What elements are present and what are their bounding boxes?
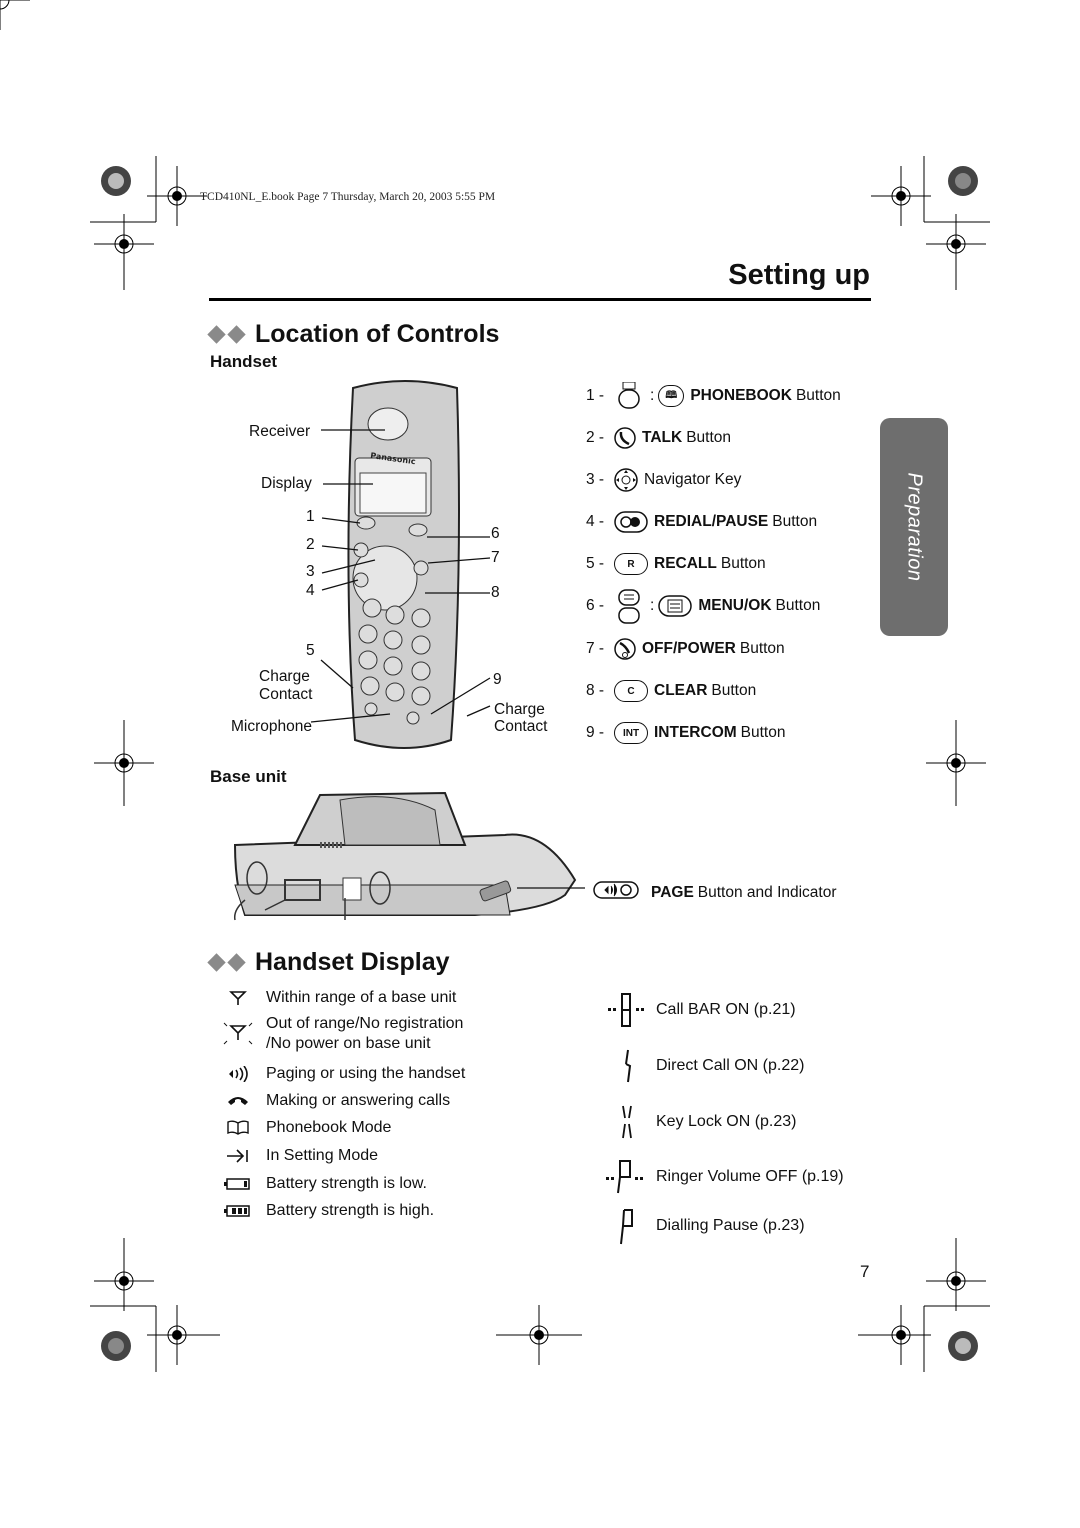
display-row-paging	[210, 1062, 465, 1086]
talk-key-icon	[614, 426, 636, 450]
side-tab-label: Preparation	[903, 472, 926, 582]
display-desc: In Setting Mode	[266, 1147, 379, 1164]
display-row-key-lock	[596, 1102, 797, 1142]
navigator-key-icon	[614, 467, 638, 493]
recall-key-icon: R	[614, 553, 648, 575]
pause-segment-icon	[596, 1206, 656, 1246]
control-number: 7 -	[586, 640, 605, 657]
battery-high-icon	[210, 1204, 266, 1218]
display-row-ringer-off	[596, 1157, 844, 1197]
page-button-icon	[593, 880, 639, 905]
diamond-bullet-icon	[210, 956, 250, 969]
display-desc: Dialling Pause (p.23)	[656, 1217, 805, 1234]
control-name: PHONEBOOK	[690, 387, 792, 404]
clear-key-icon: C	[614, 680, 648, 702]
handset-display-heading	[210, 948, 450, 977]
control-number: 2 -	[586, 429, 605, 446]
display-desc: Phonebook Mode	[266, 1119, 392, 1136]
antenna-icon	[210, 990, 266, 1006]
section-side-tab	[880, 418, 948, 636]
control-row-navigator	[586, 466, 741, 494]
battery-low-icon	[210, 1177, 266, 1191]
control-suffix: Button	[775, 597, 821, 614]
control-name: MENU/OK	[698, 597, 772, 614]
ringer-off-segment-icon	[596, 1157, 656, 1197]
control-number: 9 -	[586, 724, 605, 741]
paging-icon	[210, 1066, 266, 1082]
antenna-flashing-icon	[210, 1014, 266, 1046]
control-suffix: Button	[686, 429, 731, 446]
callout-5: 5	[306, 642, 315, 659]
display-desc: Battery strength is low.	[266, 1175, 427, 1192]
display-row-battery-high	[210, 1199, 434, 1223]
off-power-key-icon	[614, 636, 636, 662]
control-number: 3 -	[586, 471, 605, 488]
display-desc: Direct Call ON (p.22)	[656, 1057, 805, 1074]
receiver-label: Receiver	[249, 423, 311, 440]
handset-display-heading-text: Handset Display	[255, 948, 450, 976]
control-name: OFF/POWER	[642, 640, 736, 657]
key-lock-segment-icon	[596, 1102, 656, 1142]
control-row-menu	[586, 592, 820, 620]
control-row-off-power	[586, 635, 785, 663]
display-desc: Ringer Volume OFF (p.19)	[656, 1168, 844, 1185]
charge-contact-left-1: Charge	[259, 668, 310, 685]
page-number: 7	[860, 1262, 870, 1281]
callout-1: 1	[306, 508, 315, 525]
location-heading-text: Location of Controls	[255, 320, 500, 348]
handset-heading: Handset	[210, 352, 278, 371]
control-row-talk	[586, 424, 731, 452]
display-label: Display	[261, 475, 312, 492]
display-desc: Making or answering calls	[266, 1092, 451, 1109]
menu-oval-icon	[658, 594, 692, 618]
display-row-call-bar	[596, 990, 796, 1030]
book-header-line: TCD410NL_E.book Page 7 Thursday, March 20, 2003 5:55 PM	[200, 191, 496, 203]
control-number: 5 -	[586, 555, 605, 572]
callout-4: 4	[306, 582, 315, 599]
control-number: 6 -	[586, 597, 605, 614]
control-suffix: Button	[740, 724, 786, 741]
base-unit-heading: Base unit	[210, 767, 287, 786]
phonebook-oval-icon: 🕮	[658, 385, 684, 407]
charge-contact-left-2: Contact	[259, 686, 313, 703]
control-row-redial	[586, 508, 817, 536]
control-name: RECALL	[654, 555, 717, 572]
control-row-intercom	[586, 719, 785, 747]
charge-contact-right-2: Contact	[494, 718, 548, 735]
display-row-calls	[210, 1089, 450, 1113]
title-rule	[209, 298, 871, 301]
display-row-pause	[596, 1206, 805, 1246]
control-suffix: Button	[739, 640, 785, 657]
base-unit-illustration	[225, 790, 585, 938]
control-suffix: Button	[772, 513, 818, 530]
microphone-label: Microphone	[231, 718, 312, 735]
page-button-name: PAGE	[651, 883, 694, 901]
intercom-key-icon: INT	[614, 722, 648, 744]
callout-9: 9	[493, 671, 502, 688]
control-number: 4 -	[586, 513, 605, 530]
direct-call-segment-icon	[596, 1046, 656, 1086]
display-desc-line2: /No power on base unit	[266, 1035, 431, 1052]
control-suffix: Button	[795, 387, 841, 404]
callout-3: 3	[306, 563, 315, 580]
control-suffix: Button	[720, 555, 766, 572]
control-name: INTERCOM	[654, 724, 737, 741]
phonebook-key-icon	[614, 382, 644, 410]
menu-key-icon	[614, 588, 644, 624]
control-row-phonebook	[586, 382, 841, 410]
control-name: TALK	[642, 429, 683, 446]
display-desc: Call BAR ON (p.21)	[656, 1001, 796, 1018]
display-desc: Out of range/No registration	[266, 1015, 464, 1032]
callout-6: 6	[491, 525, 500, 542]
page-button-row	[593, 880, 837, 905]
control-suffix: Navigator Key	[644, 471, 742, 488]
display-desc: Within range of a base unit	[266, 989, 457, 1006]
charge-contact-right-1: Charge	[494, 701, 545, 718]
display-desc: Paging or using the handset	[266, 1065, 466, 1082]
display-row-setting	[210, 1144, 378, 1168]
handset-icon	[210, 1094, 266, 1108]
control-number: 1 -	[586, 387, 605, 404]
display-row-battery-low	[210, 1172, 427, 1196]
control-number: 8 -	[586, 682, 605, 699]
callout-2: 2	[306, 536, 315, 553]
call-bar-segment-icon	[596, 990, 656, 1030]
control-row-recall	[586, 550, 766, 578]
control-suffix: Button	[711, 682, 757, 699]
display-row-direct-call	[596, 1046, 804, 1086]
redial-key-icon	[614, 510, 648, 534]
callout-7: 7	[491, 549, 500, 566]
page-button-suffix: Button and Indicator	[697, 883, 837, 901]
control-row-clear	[586, 677, 756, 705]
display-row-out-of-range	[210, 1014, 463, 1058]
display-row-within-range	[210, 986, 456, 1010]
diamond-bullet-icon	[210, 328, 250, 341]
page-title: Setting up	[728, 259, 870, 291]
display-row-phonebook	[210, 1116, 391, 1140]
colon: :	[650, 597, 655, 614]
brand-label: Panasonic	[369, 451, 417, 467]
setting-arrow-icon	[210, 1148, 266, 1164]
control-name: CLEAR	[654, 682, 708, 699]
location-heading	[210, 320, 499, 349]
colon: :	[650, 387, 655, 404]
display-desc: Battery strength is high.	[266, 1202, 435, 1219]
control-name: REDIAL/PAUSE	[654, 513, 769, 530]
display-desc: Key Lock ON (p.23)	[656, 1113, 797, 1130]
book-icon	[210, 1120, 266, 1136]
callout-8: 8	[491, 584, 500, 601]
